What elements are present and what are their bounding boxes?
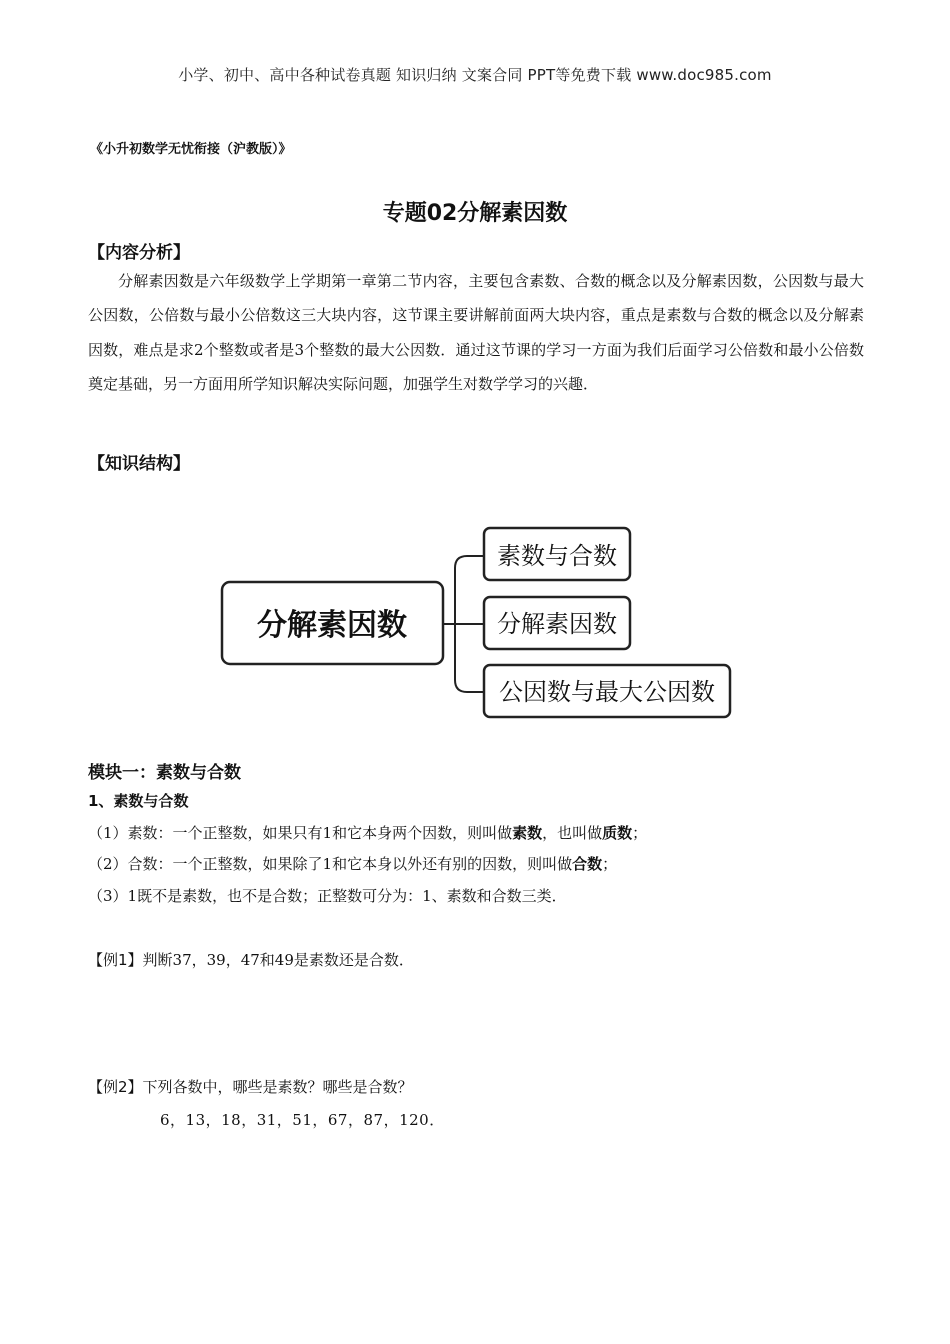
mind-map <box>219 522 739 722</box>
example-1-text: 判断37，39，47和49是素数还是合数． <box>142 951 414 969</box>
module-subheading: 1、素数与合数 <box>88 792 189 810</box>
mind-map-connectors <box>444 556 484 692</box>
mind-map-branch-3 <box>484 665 730 717</box>
example-2-text: 下列各数中，哪些是素数？哪些是合数？ <box>142 1078 413 1096</box>
page-title: 专题02分解素因数 <box>382 201 568 226</box>
content-analysis-text: 分解素因数是六年级数学上学期第一章第二节内容，主要包含素数、合数的概念以及分解素因数，公因数与最大公因数，公倍数与最小公倍数这三大块内容，这节课主要讲解前面两大块内容，重点是素数与合数的概念以及分解素因数，难点是求2个整数或者是3个整数的最大公因数．通过这节课的学习一方面为我们后面学习公倍数和最小公倍数奠定基础，另一方面用所学知识解决实际问题，加强学生对数学学习的兴趣． <box>88 272 864 393</box>
mind-map-branch-label: 公因数与最大公因数 <box>499 678 715 706</box>
mind-map-root <box>222 582 443 664</box>
series-title: 《小升初数学无忧衔接（沪教版）》 <box>90 142 292 157</box>
mind-map-branch-label: 分解素因数 <box>497 610 617 638</box>
mind-map-branch-1 <box>484 528 630 580</box>
definition-prime-prefix: （1）素数：一个正整数，如果只有1和它本身两个因数，则叫做 <box>88 824 513 842</box>
definition-prime-mid: ，也叫做 <box>542 824 603 842</box>
definition-prime-suffix: ； <box>632 824 648 842</box>
example-2-numbers: 6，13，18，31，51，67，87，120． <box>160 1111 445 1129</box>
definition-one: （3）1既不是素数，也不是合数；正整数可分为：1、素数和合数三类． <box>88 887 567 905</box>
example-2 <box>88 1076 413 1097</box>
term-zhishu: 质数 <box>602 824 633 842</box>
definition-prime <box>88 822 647 843</box>
mind-map-branch-2 <box>484 597 630 649</box>
mind-map-root-label: 分解素因数 <box>257 608 407 643</box>
module-heading: 模块一：素数与合数 <box>88 763 241 783</box>
mind-map-branch-label: 素数与合数 <box>497 542 617 570</box>
content-analysis-heading: 【内容分析】 <box>88 243 190 263</box>
knowledge-structure-heading: 【知识结构】 <box>88 454 190 474</box>
term-prime: 素数 <box>512 824 543 842</box>
header-banner: 小学、初中、高中各种试卷真题 知识归纳 文案合同 PPT等免费下载 www.doc985.com <box>178 66 772 84</box>
example-1 <box>88 949 414 970</box>
term-composite: 合数 <box>572 855 603 873</box>
example-1-tag: 【例1】 <box>88 951 143 969</box>
definition-composite-suffix: ； <box>602 855 618 873</box>
definition-composite-prefix: （2）合数：一个正整数，如果除了1和它本身以外还有别的因数，则叫做 <box>88 855 573 873</box>
example-2-tag: 【例2】 <box>88 1078 143 1096</box>
definition-composite <box>88 853 617 874</box>
